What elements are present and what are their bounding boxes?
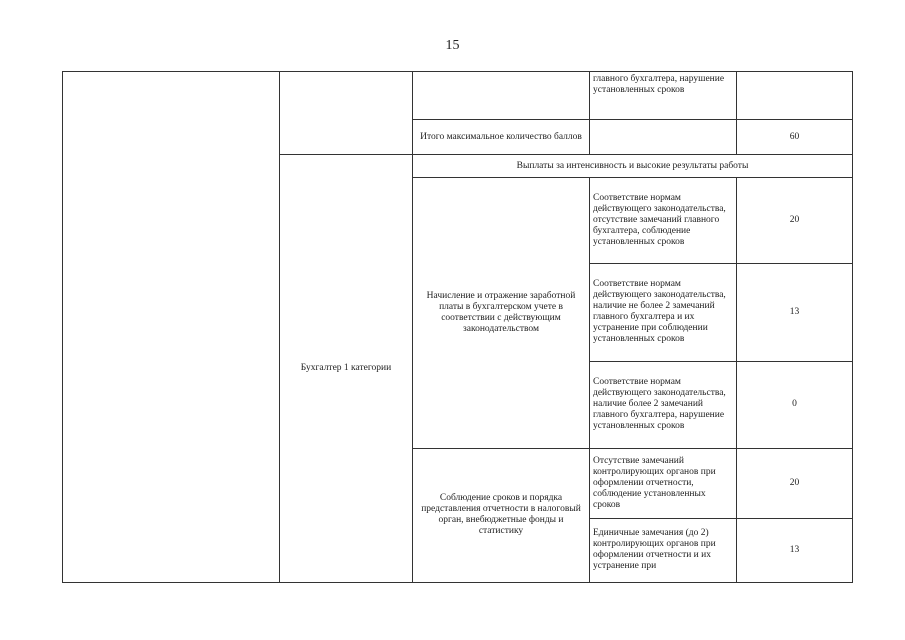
section-header: Выплаты за интенсивность и высокие результаты работы [413, 155, 853, 178]
empty-first-column [63, 72, 280, 583]
criteria-table [62, 71, 853, 583]
criterion-text: Отсутствие замечаний контролирующих органов при оформлении отчетности, соблюдение установленных сроков [590, 448, 737, 518]
criterion-text: Соответствие нормам действующего законодательства, отсутствие замечаний главного бухгалтера, соблюдение установленных сроков [590, 178, 737, 264]
empty-criterion-cell [590, 120, 737, 155]
criterion-text: Соответствие нормам действующего законодательства, наличие не более 2 замечаний главного бухгалтера и их устранение при соблюдении установленных сроков [590, 264, 737, 361]
table-row [63, 72, 853, 120]
criterion-points: 13 [737, 518, 853, 582]
criterion-text: Соответствие нормам действующего законодательства, наличие более 2 замечаний главного бухгалтера, нарушение установленных сроков [590, 361, 737, 448]
total-points: 60 [737, 120, 853, 155]
page-number: 15 [445, 38, 460, 53]
empty-indicator-cell [413, 72, 590, 120]
criterion-points: 13 [737, 264, 853, 361]
criterion-points: 0 [737, 361, 853, 448]
criterion-points: 20 [737, 178, 853, 264]
empty-position-cell [280, 72, 413, 155]
indicator-name: Начисление и отражение заработной платы в бухгалтерском учете в соответствии с действующим законодательством [413, 178, 590, 449]
position-title: Бухгалтер 1 категории [280, 155, 413, 583]
total-label: Итого максимальное количество баллов [413, 120, 590, 155]
empty-points-cell [737, 72, 853, 120]
criterion-points: 20 [737, 448, 853, 518]
criterion-continued-text: главного бухгалтера, нарушение установленных сроков [590, 72, 737, 120]
criterion-text: Единичные замечания (до 2) контролирующих органов при оформлении отчетности и их устранение при [590, 518, 737, 582]
indicator-name: Соблюдение сроков и порядка представления отчетности в налоговый орган, внебюджетные фонды и статистику [413, 448, 590, 582]
